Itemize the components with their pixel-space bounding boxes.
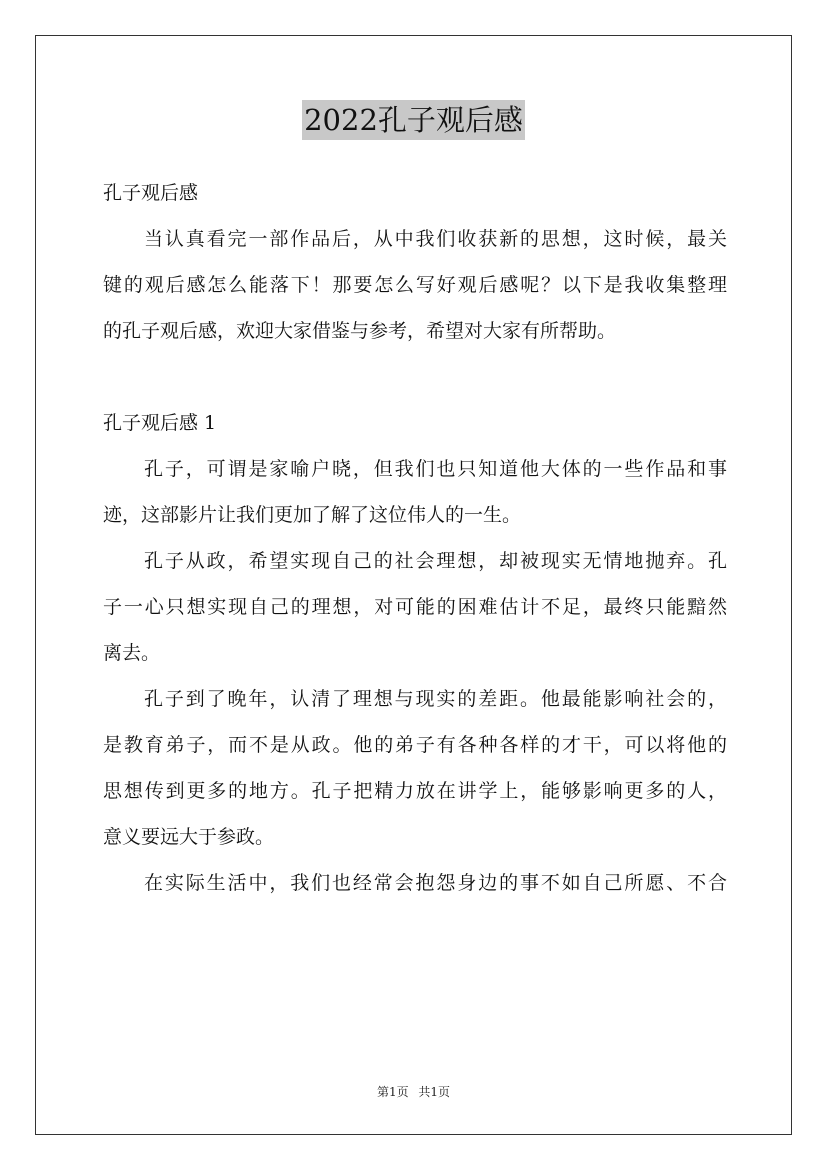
paragraph-line: 孔子到了晚年，认清了理想与现实的差距。他最能影响社会的， bbox=[144, 688, 727, 710]
paragraph-line: 意义要远大于参政。 bbox=[103, 826, 275, 848]
page-total: 共1页 bbox=[418, 1085, 451, 1099]
title-container bbox=[0, 100, 827, 140]
paragraph-line: 思想传到更多的地方。孔子把精力放在讲学上，能够影响更多的人， bbox=[103, 780, 727, 802]
section-heading: 孔子观后感 1 bbox=[103, 412, 217, 434]
page-footer bbox=[0, 1083, 827, 1100]
document-title: 2022孔子观后感 bbox=[302, 100, 525, 140]
blank-line bbox=[103, 357, 727, 403]
intro-line: 键的观后感怎么能落下！那要怎么写好观后感呢？以下是我收集整理 bbox=[103, 274, 727, 296]
document-body bbox=[103, 173, 727, 909]
paragraph-line: 是教育弟子，而不是从政。他的弟子有各种各样的才干，可以将他的 bbox=[103, 734, 727, 756]
page-number: 第1页 bbox=[376, 1085, 409, 1099]
paragraph-line: 孔子，可谓是家喻户晓，但我们也只知道他大体的一些作品和事 bbox=[144, 458, 727, 480]
paragraph-line: 子一心只想实现自己的理想，对可能的困难估计不足，最终只能黯然 bbox=[103, 596, 727, 618]
intro-line: 当认真看完一部作品后，从中我们收获新的思想，这时候，最关 bbox=[144, 228, 727, 250]
intro-line: 的孔子观后感，欢迎大家借鉴与参考，希望对大家有所帮助。 bbox=[103, 320, 617, 342]
intro-heading: 孔子观后感 bbox=[103, 182, 199, 204]
paragraph-line: 孔子从政，希望实现自己的社会理想，却被现实无情地抛弃。孔 bbox=[144, 550, 727, 572]
paragraph-line: 迹，这部影片让我们更加了解了这位伟人的一生。 bbox=[103, 504, 522, 526]
paragraph-line: 在实际生活中，我们也经常会抱怨身边的事不如自己所愿、不合 bbox=[144, 872, 727, 894]
paragraph-line: 离去。 bbox=[103, 642, 161, 664]
